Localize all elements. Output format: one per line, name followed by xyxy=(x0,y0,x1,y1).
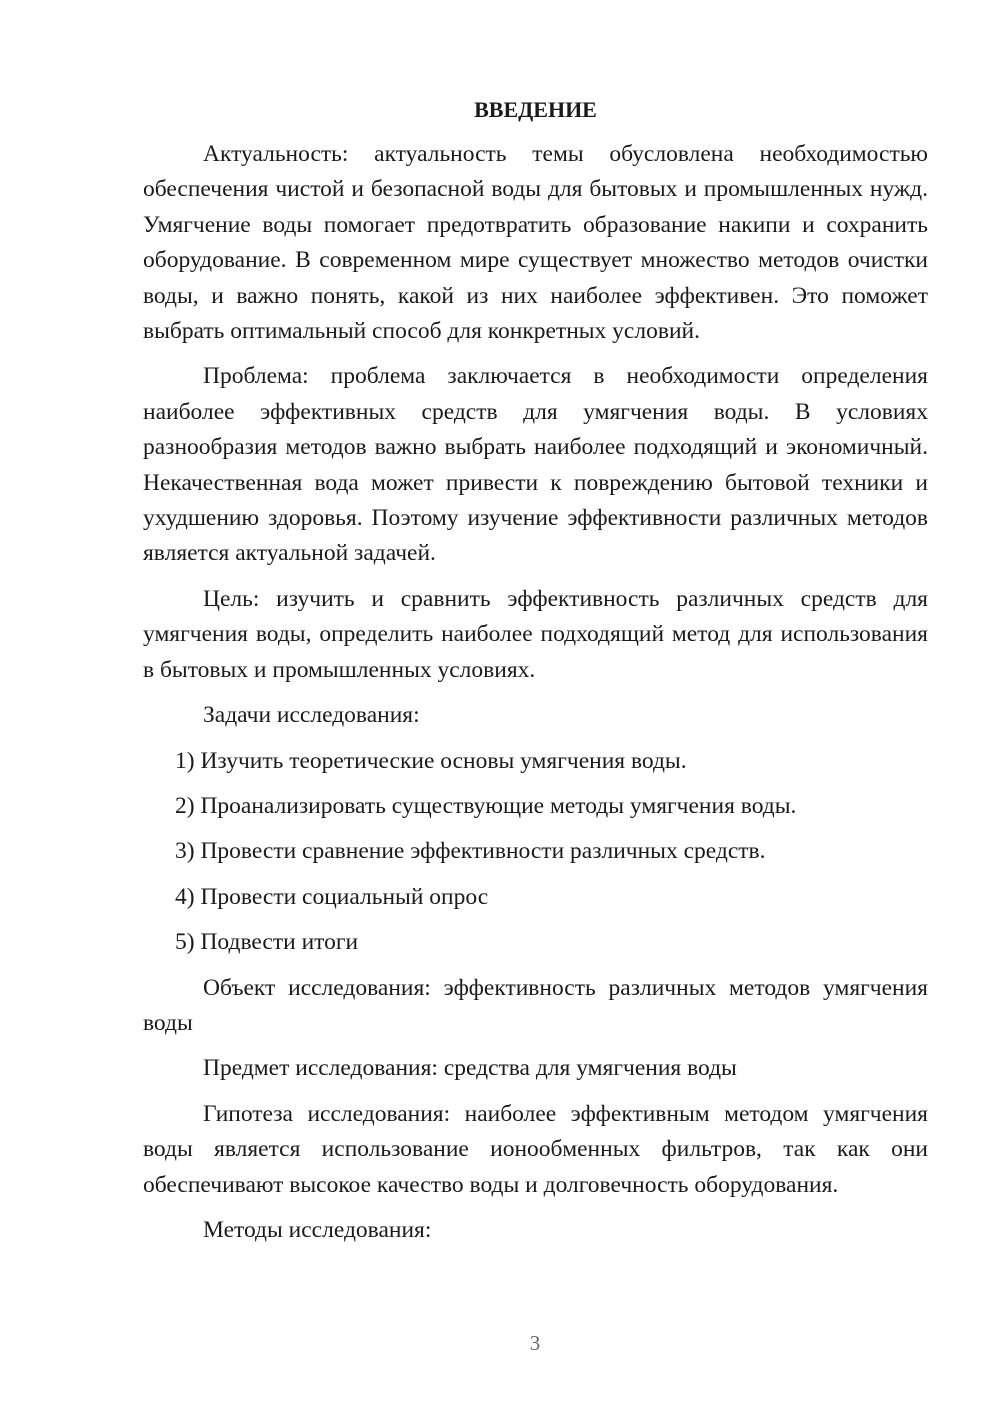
page-content xyxy=(143,92,928,1258)
hypothesis-paragraph: Гипотеза исследования: наиболее эффективным методом умягчения воды является использование ионообменных фильтров, так как они обеспечивают высокое качество воды и долговечность оборудования. xyxy=(143,1100,928,1198)
task-item-5: 5) Подвести итоги xyxy=(175,929,359,956)
task-item-2: 2) Проанализировать существующие методы умягчения воды. xyxy=(175,792,797,819)
task-item-4: 4) Провести социальный опрос xyxy=(175,883,489,910)
object-paragraph: Объект исследования: эффективность различных методов умягчения воды xyxy=(143,974,928,1036)
tasks-heading: Задачи исследования: xyxy=(203,702,420,729)
relevance-paragraph: Актуальность: актуальность темы обусловлена необходимостью обеспечения чистой и безопасной воды для бытовых и промышленных нужд. Умягчение воды помогает предотвратить образование накипи и сохранить оборудование. В современном мире существует множество методов очистки воды, и важно понять, какой из них наиболее эффективен. Это поможет выбрать оптимальный способ для конкретных условий. xyxy=(143,141,928,345)
page-title: ВВЕДЕНИЕ xyxy=(474,97,597,122)
task-item-3: 3) Провести сравнение эффективности различных средств. xyxy=(175,838,766,865)
problem-paragraph: Проблема: проблема заключается в необходимости определения наиболее эффективных средств для умягчения воды. В условиях разнообразия методов важно выбрать наиболее подходящий и экономичный. Некачественная вода может привести к повреждению бытовой техники и ухудшению здоровья. Поэтому изучение эффективности различных методов является актуальной задачей. xyxy=(143,363,928,567)
page-number: 3 xyxy=(529,1331,541,1355)
task-item-1: 1) Изучить теоретические основы умягчения воды. xyxy=(175,747,687,774)
goal-paragraph: Цель: изучить и сравнить эффективность различных средств для умягчения воды, определить наиболее подходящий метод для использования в бытовых и промышленных условиях. xyxy=(143,585,928,683)
subject-paragraph: Предмет исследования: средства для умягчения воды xyxy=(203,1055,737,1082)
methods-heading: Методы исследования: xyxy=(203,1216,432,1243)
